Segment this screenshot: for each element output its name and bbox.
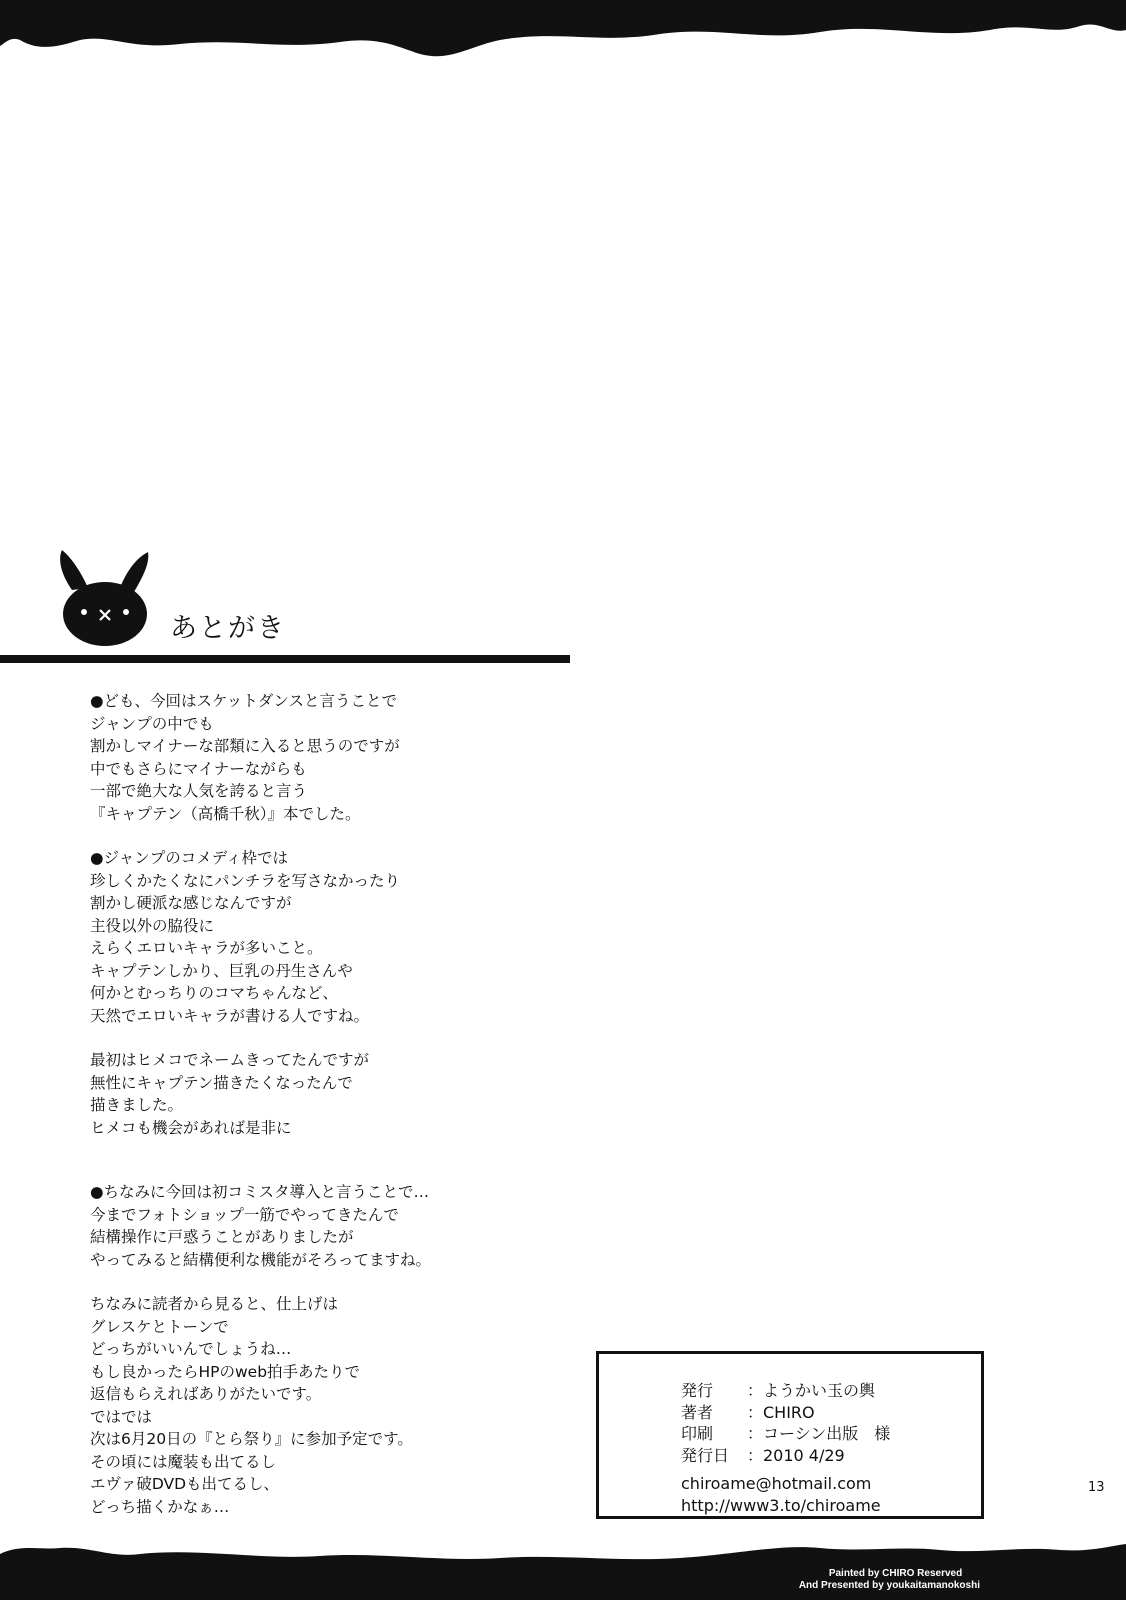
page-title: あとがき	[170, 613, 286, 644]
text-line: エヴァ破DVDも出てるし、	[90, 1475, 280, 1493]
top-frame-border	[0, 0, 1126, 70]
afterword-heading	[40, 548, 580, 658]
text-line: 返信もらえればありがたいです。	[90, 1385, 322, 1403]
colophon-row-date	[681, 1445, 890, 1467]
text-line: 何かとむっちりのコマちゃんなど、	[90, 984, 339, 1002]
text-line: 珍しくかたくなにパンチラを写さなかったり	[90, 871, 401, 890]
colophon-value: ：ようかい玉の輿	[747, 1381, 876, 1400]
text-line: 『キャプテン（高橋千秋）』本でした。	[90, 804, 361, 823]
text-line: グレスケとトーンで	[90, 1317, 229, 1336]
text-line: 中でもさらにマイナーながらも	[90, 759, 307, 778]
text-line: どっちがいいんでしょうね…	[90, 1340, 292, 1358]
text-line: 次は6月20日の『とら祭り』に参加予定です。	[90, 1430, 413, 1448]
credits	[798, 1568, 980, 1592]
page-number: 13	[1088, 1480, 1105, 1495]
colophon-label: 発行日	[681, 1445, 730, 1465]
text-line: ●ジャンプのコメディ枠では	[90, 849, 288, 867]
colophon-row-publisher	[681, 1380, 890, 1402]
colophon-value: ：2010 4/29	[747, 1445, 845, 1465]
text-line: 割かし硬派な感じなんですが	[90, 894, 292, 912]
text-line: ●ども、今回はスケットダンスと言うことで	[90, 692, 397, 710]
email-link[interactable]: chiroame@hotmail.com	[681, 1474, 872, 1493]
text-line: えらくエロいキャラが多いこと。	[90, 939, 323, 957]
text-line: もし良かったらHPのweb拍手あたりで	[90, 1362, 361, 1381]
colophon-box	[596, 1351, 984, 1519]
text-line: ジャンプの中でも	[90, 714, 214, 733]
afterword-text	[90, 690, 610, 1540]
paragraph	[90, 1049, 610, 1139]
paragraph	[90, 690, 610, 825]
credits-line: And Presented by youkaitamanokoshi	[798, 1580, 980, 1591]
credits-line: Painted by CHIRO Reserved	[828, 1568, 963, 1579]
paragraph	[90, 1293, 610, 1518]
text-line: その頃には魔装も出てるし	[90, 1452, 277, 1471]
text-line: 最初はヒメコでネームきってたんですが	[90, 1051, 370, 1069]
text-line: どっち描くかなぁ…	[90, 1497, 230, 1516]
paragraph	[90, 847, 610, 1027]
text-line: ヒメコも機会があれば是非に	[90, 1118, 292, 1137]
colophon-label: 印刷	[681, 1424, 714, 1443]
colophon-details	[681, 1380, 890, 1466]
text-line: ちなみに読者から見ると、仕上げは	[90, 1295, 339, 1313]
text-line: 無性にキャプテン描きたくなったんで	[90, 1073, 353, 1092]
text-line: 天然でエロいキャラが書ける人ですね。	[90, 1006, 370, 1025]
colophon-label: 著者	[681, 1402, 714, 1422]
bunny-icon	[50, 548, 160, 648]
text-line: 主役以外の脇役に	[90, 916, 215, 935]
colophon-value: ：コーシン出版 様	[747, 1424, 891, 1443]
text-line: やってみると結構便利な機能がそろってますね。	[90, 1250, 432, 1269]
colophon-label: 発行	[681, 1381, 714, 1400]
colophon-row-author	[681, 1402, 890, 1424]
text-line: 描きました。	[90, 1096, 184, 1114]
text-line: キャプテンしかり、巨乳の丹生さんや	[90, 961, 353, 980]
text-line: 今までフォトショップ一筋でやってきたんで	[90, 1205, 399, 1224]
colophon-contacts	[681, 1473, 881, 1516]
text-line: ●ちなみに今回は初コミスタ導入と言うことで…	[90, 1183, 430, 1201]
text-line: 結構操作に戸惑うことがありましたが	[90, 1228, 354, 1246]
colophon-value: ：CHIRO	[747, 1402, 815, 1422]
text-line: ではでは	[90, 1407, 153, 1426]
website-link[interactable]: http://www3.to/chiroame	[681, 1495, 881, 1515]
text-line: 割かしマイナーな部類に入ると思うのですが	[90, 737, 400, 755]
heading-divider	[0, 655, 570, 663]
colophon-row-printer	[681, 1423, 890, 1445]
text-line: 一部で絶大な人気を誇ると言う	[90, 782, 308, 800]
paragraph	[90, 1181, 610, 1271]
